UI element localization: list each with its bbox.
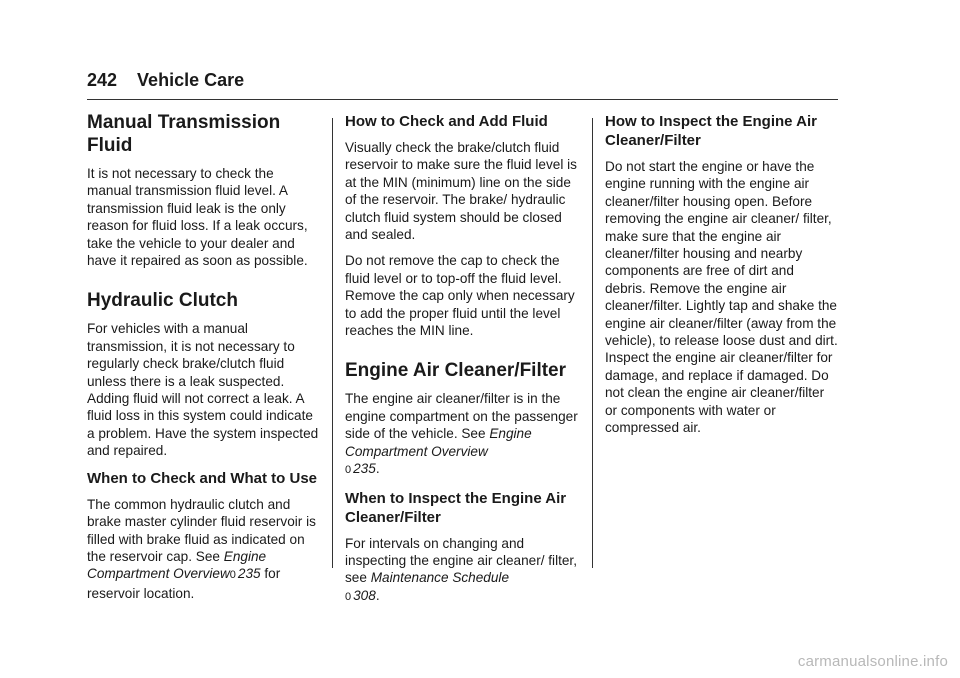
para-hydraulic-clutch: For vehicles with a manual transmission, it is not necessary to regularly check brake/clutch fluid unless there is a leak suspected. Adding fluid will not correct a leak. A fluid loss in this system could indicate a problem. Have the system inspected and repaired. — [87, 321, 319, 459]
para-manual-transmission-fluid: It is not necessary to check the manual transmission fluid level. A transmission fluid leak is the only reason for fluid loss. If a leak occurs, take the vehicle to your dealer and have it repaired as soon as possible. — [87, 166, 308, 269]
heading-when-to-check: When to Check and What to Use — [87, 469, 318, 487]
xref-engine-compartment-overview[interactable]: Engine Compartment Overview — [87, 548, 267, 582]
page-number: 242 — [87, 70, 118, 90]
heading-manual-transmission-fluid: Manual Transmission Fluid — [87, 112, 281, 156]
column-divider-1 — [332, 118, 333, 568]
heading-how-to-inspect: How to Inspect the Engine Air Cleaner/Filter — [605, 113, 817, 149]
column-2 — [345, 108, 580, 615]
para-when-to-check: The common hydraulic clutch and brake master cylinder fluid reservoir is filled with brake fluid as indicated on the reservoir cap. See Engine Compartment Overview0 235 for reservoir location. — [87, 496, 316, 601]
watermark: carmanualsonline.info — [797, 653, 948, 670]
column-divider-2 — [592, 118, 593, 568]
xref-engine-compartment-overview-2[interactable]: Engine Compartment Overview — [345, 426, 532, 459]
heading-when-to-inspect: When to Inspect the Engine Air Cleaner/Filter — [345, 489, 567, 526]
header-rule — [87, 99, 838, 100]
page-ref-icon: 0 — [345, 590, 352, 603]
para-when-to-inspect: For intervals on changing and inspecting the engine air cleaner/ filter, see Maintenance Schedule 0 308. — [345, 535, 580, 607]
page-ref-icon: 0 — [345, 464, 352, 477]
column-1 — [87, 108, 319, 611]
xref-page-308[interactable]: 308 — [353, 587, 376, 603]
heading-engine-air-cleaner: Engine Air Cleaner/Filter — [345, 360, 567, 382]
page-ref-icon: 0 — [229, 569, 236, 582]
para-how-to-check-1: Visually check the brake/clutch fluid reservoir to make sure the fluid level is at the MIN (minimum) line on the side of the reservoir. The brake/ hydraulic clutch fluid system should be closed and sealed. — [345, 140, 577, 243]
heading-hydraulic-clutch: Hydraulic Clutch — [87, 290, 238, 312]
para-how-to-check-2: Do not remove the cap to check the fluid level or to top-off the fluid level. Remove the cap only when necessary to add the proper fluid until the level reaches the MIN line. — [345, 253, 575, 339]
xref-maintenance-schedule[interactable]: Maintenance Schedule — [370, 570, 510, 586]
column-3 — [605, 108, 838, 446]
para-how-to-inspect: Do not start the engine or have the engine running with the engine air cleaner/filter housing open. Before removing the engine air cleaner/ filter, make sure that the engine air cleaner/filter housing and nearby components are free of dirt and debris. Remove the engine air cleaner/filter. Lightly tap and shake the engine air cleaner/filter (away from the vehicle), to release loose dust and dirt. Inspect the engine air cleaner/filter for damage, and replace if damaged. Do not clean the engine air cleaner/filter or components with water or compressed air. — [605, 159, 838, 436]
heading-how-to-check-add-fluid: How to Check and Add Fluid — [345, 113, 548, 130]
para-engine-air-cleaner: The engine air cleaner/filter is in the engine compartment on the passenger side of the vehicle. See Engine Compartment Overview 0 235. — [345, 390, 580, 479]
xref-page-235[interactable]: 235 — [237, 566, 261, 582]
page-header — [87, 70, 244, 91]
xref-page-235-2[interactable]: 235 — [353, 461, 376, 477]
section-title: Vehicle Care — [137, 70, 245, 90]
